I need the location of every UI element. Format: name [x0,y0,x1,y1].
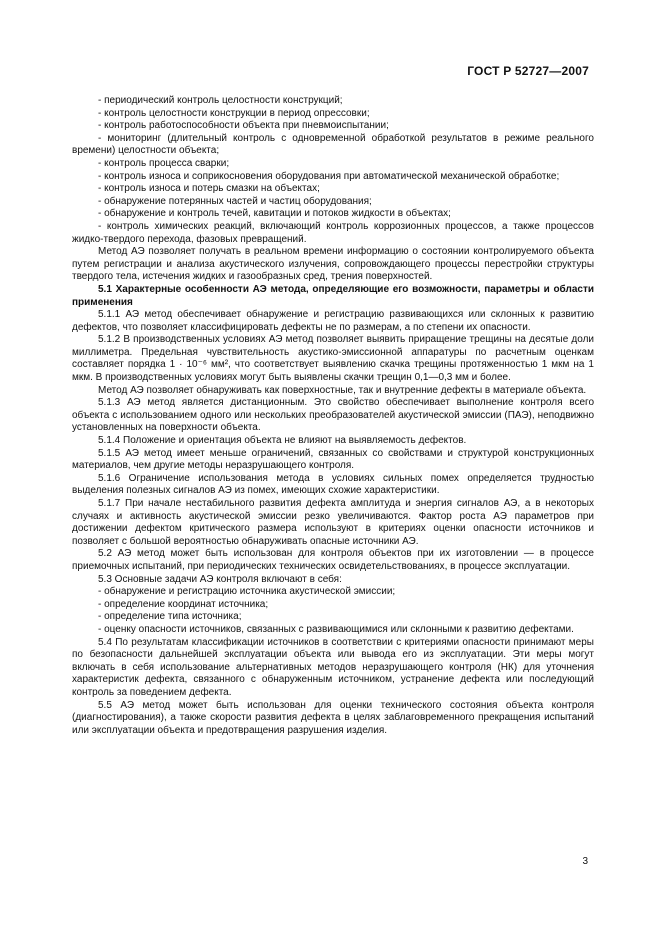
clause-5-1-1: 5.1.1 АЭ метод обеспечивает обнаружение и регистрацию развивающихся или склонных к развитию дефектов, что позволяет классифицировать дефекты не по размерам, а по степени их опасности. [72,309,594,333]
clause-5-1-5: 5.1.5 АЭ метод имеет меньше ограничений, связанных со свойствами и структурой конструкционных материалов, чем другие методы неразрушающего контроля. [72,447,594,472]
clause-5-1-7: 5.1.7 При начале нестабильного развития дефекта амплитуда и энергия сигналов АЭ, а в некоторых случаях и активность акустической эмиссии резко увеличиваются. Фактор роста АЭ параметров при достижении дефектом критического размера используют в критериях оценки опасности источников и позволяет с большой вероятностью обнаруживать опасные источники АЭ. [72,498,594,547]
clause-5-1-4: 5.1.4 Положение и ориентация объекта не влияют на выявляемость дефектов. [98,435,467,447]
list-item: - контроль химических реакций, включающий контроль коррозионных процессов, а также процессов жидко-твердого перехода, фазовых превращений. [72,220,594,245]
section-heading: 5.1 Характерные особенности АЭ метода, определяющие его возможности, параметры и области применения [72,283,594,308]
list-item: - мониторинг (длительный контроль с одновременной обработкой результатов в режиме реального времени) целостности объекта; [72,132,594,157]
list-item: - контроль работоспособности объекта при пневмоиспытании; [98,120,389,132]
clause-5-4: 5.4 По результатам классификации источников в соответствии с критериями опасности принимают меры по безопасности дальнейшей эксплуатации объекта или вывода его из эксплуатации. Эти меры могут включать в себя использование альтернативных методов неразрушающего контроля (НК) для уточнения характеристик дефекта, связанного с обнаруженным источником, устранение дефекта или последующий контроль за поведением дефекта. [72,636,594,698]
clause-5-2: 5.2 АЭ метод может быть использован для контроля объектов при их изготовлении — в процессе приемочных испытаний, при периодических технических освидетельствованиях, в процессе эксплуатации. [72,548,594,572]
list-item: - оценку опасности источников, связанных с развивающимися или склонными к развитию дефектами. [98,623,574,635]
body-paragraph: Метод АЭ позволяет получать в реальном времени информацию о состоянии контролируемого объекта путем регистрации и анализа акустического излучения, сопровождающего процессы перестройки структуры твердого тела, истечения жидких и газообразных сред, трения поверхностей. [72,246,594,283]
body-paragraph: Метод АЭ позволяет обнаруживать как поверхностные, так и внутренние дефекты в материале объекта. [98,384,587,396]
clause-5-1-3: 5.1.3 АЭ метод является дистанционным. Это свойство обеспечивает выполнение контроля всего объекта с использованием одного или нескольких преобразователей акустической эмиссии (ПАЭ), неподвижно установленных на поверхности объекта. [72,397,594,434]
list-item: - периодический контроль целостности конструкций; [98,95,343,106]
list-item: - обнаружение и регистрацию источника акустической эмиссии; [98,586,396,598]
page-body [72,95,594,737]
list-item: - определение координат источника; [98,598,269,610]
list-item: - определение типа источника; [98,611,242,623]
clause-5-1-6: 5.1.6 Ограничение использования метода в условиях сильных помех определяется трудностью выделения полезных сигналов АЭ из помех, имеющих схожие характеристики. [72,472,594,497]
list-item: - контроль износа и потерь смазки на объектах; [98,183,320,195]
list-item: - контроль процесса сварки; [98,157,230,169]
clause-5-1-2: 5.1.2 В производственных условиях АЭ метод позволяет выявить приращение трещины на десятые доли миллиметра. Предельная чувствительность акустико-эмиссионной аппаратуры по расчетным оценкам составляет порядка 1 · 10⁻⁶ мм², что соответствует выявлению скачка трещины протяженностью 1 мкм на 1 мкм. В производственных условиях могут быть выявлены скачки трещин 0,1—0,3 мм и более. [72,334,594,384]
page-number: 3 [582,856,588,867]
list-item: - контроль целостности конструкции в период опрессовки; [98,107,370,119]
clause-5-5: 5.5 АЭ метод может быть использован для оценки технического состояния объекта контроля (диагностирования), а также скорости развития дефекта в целях заблаговременного прекращения испытаний или эксплуатации объекта и предотвращения разрушения изделия. [72,699,594,736]
list-item: - обнаружение потерянных частей и частиц оборудования; [98,195,372,207]
list-item: - обнаружение и контроль течей, кавитации и потоков жидкости в объектах; [98,208,451,220]
document-id-header: ГОСТ Р 52727—2007 [467,64,589,78]
list-item: - контроль износа и соприкосновения оборудования при автоматической механической обработке; [98,170,560,182]
clause-5-3: 5.3 Основные задачи АЭ контроля включают в себя: [98,573,342,585]
